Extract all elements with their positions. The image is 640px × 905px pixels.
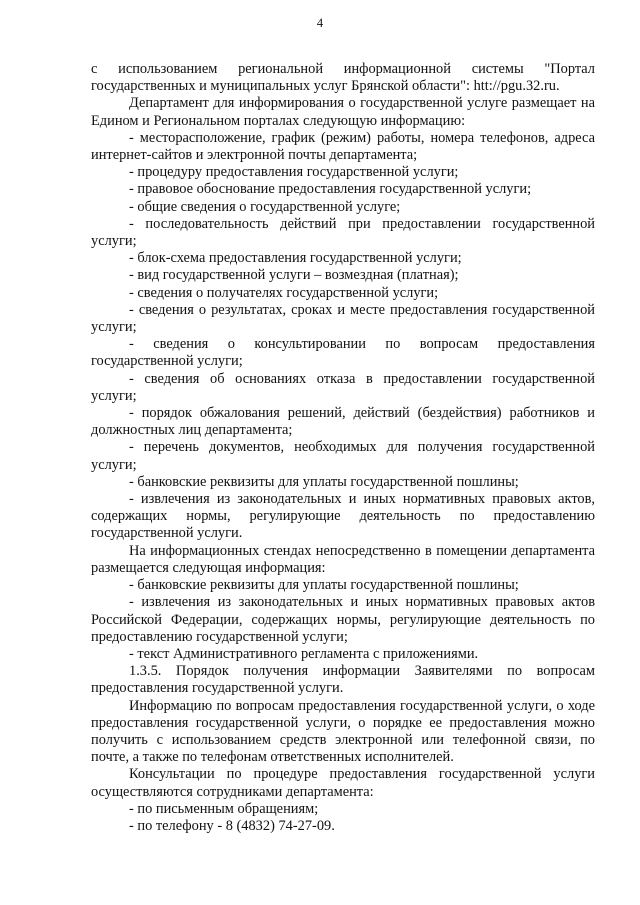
section-heading-1-3-5: 1.3.5. Порядок получения информации Заявителями по вопросам предоставления государственной услуги. [91, 663, 595, 697]
list-item-flowchart: - блок-схема предоставления государственной услуги; [129, 250, 462, 267]
list-item-legal-extracts: - извлечения из законодательных и иных нормативных правовых актов, содержащих нормы, регулирующие деятельность по предоставлению государственной услуги. [91, 491, 595, 542]
paragraph-portal-info-intro: Департамент для информирования о государственной услуге размещает на Едином и Региональном порталах следующую информацию: [91, 95, 595, 129]
list-item-legal-basis: - правовое обоснование предоставления государственной услуги; [129, 181, 532, 198]
list-item-recipients: - сведения о получателях государственной услуги; [129, 284, 439, 301]
stand-item-bank-details: - банковские реквизиты для уплаты государственной пошлины; [129, 577, 519, 594]
list-item-contacts: - месторасположение, график (режим) работы, номера телефонов, адреса интернет-сайтов и электронной почты департамента; [91, 129, 595, 164]
list-item-service-type: - вид государственной услуги – возмездная (платная); [129, 267, 459, 284]
page-number: 4 [316, 16, 324, 30]
list-item-required-documents: - перечень документов, необходимых для получения государственной услуги; [91, 439, 595, 473]
list-item-sequence-of-actions: - последовательность действий при предоставлении государственной услуги; [91, 215, 595, 250]
paragraph-stands-intro: На информационных стендах непосредственно в помещении департамента размещается следующая информация: [91, 542, 595, 576]
list-item-general-info: - общие сведения о государственной услуге; [129, 198, 401, 215]
stand-item-regulation-text: - текст Административного регламента с приложениями. [129, 645, 479, 662]
list-item-consulting: - сведения о консультировании по вопросам предоставления государственной услуги; [91, 336, 595, 370]
list-item-refusal-grounds: - сведения об основаниях отказа в предоставлении государственной услуги; [91, 370, 595, 404]
list-item-bank-details: - банковские реквизиты для уплаты государственной пошлины; [129, 473, 519, 490]
stand-item-legal-extracts: - извлечения из законодательных и иных нормативных правовых актов Российской Федерации, содержащих нормы, регулирующие деятельность по предоставлению государственной услуги; [91, 594, 595, 645]
consultation-item-phone: - по телефону - 8 (4832) 74-27-09. [129, 817, 335, 834]
paragraph-portal-address: с использованием региональной информационной системы "Портал государственных и муниципальных услуг Брянской области": htt://pgu.32.ru. [91, 61, 595, 95]
paragraph-info-channels: Информацию по вопросам предоставления государственной услуги, о ходе предоставления государственной услуги, о порядке ее предоставления можно получить с использованием средств электронной или телефонной связи, по почте, а также по телефонам ответственных исполнителей. [91, 697, 595, 766]
list-item-results-terms-place: - сведения о результатах, сроках и месте предоставления государственной услуги; [91, 301, 595, 336]
paragraph-consultations-intro: Консультации по процедуре предоставления государственной услуги осуществляются сотрудниками департамента: [91, 766, 595, 800]
consultation-item-written: - по письменным обращениям; [129, 800, 319, 817]
list-item-procedure: - процедуру предоставления государственной услуги; [129, 164, 459, 181]
document-body [91, 61, 595, 835]
list-item-appeal-procedure: - порядок обжалования решений, действий (бездействия) работников и должностных лиц департамента; [91, 405, 595, 439]
